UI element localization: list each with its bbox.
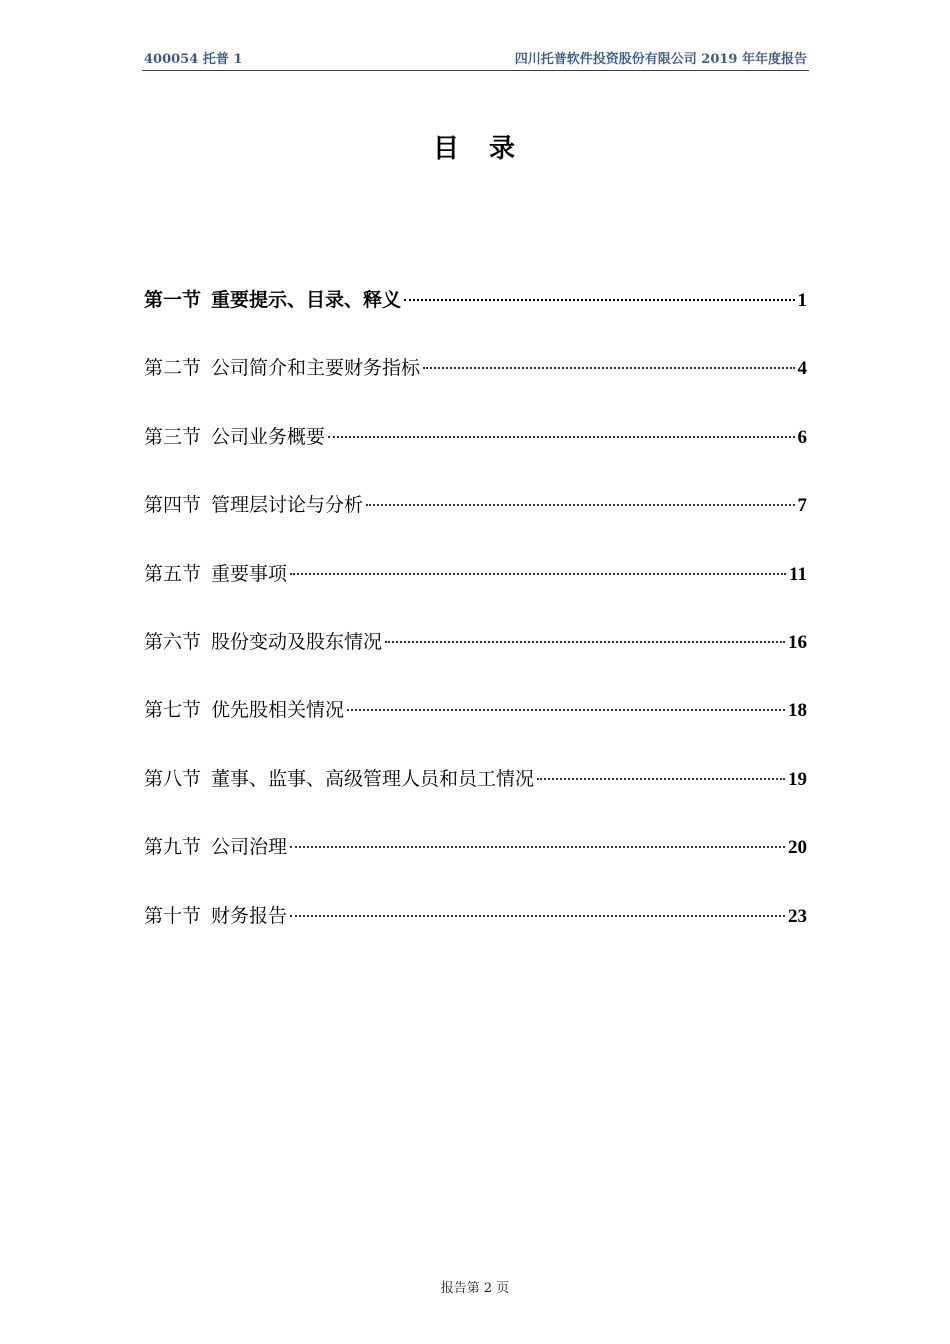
page-header	[142, 48, 809, 71]
toc-section-title: 董事、监事、高级管理人员和员工情况	[211, 767, 535, 790]
toc-page-number: 7	[797, 495, 807, 517]
toc-section-number: 第六节	[144, 630, 202, 653]
report-name-label: 四川托普软件投资股份有限公司 2019 年年度报告	[514, 52, 807, 67]
toc-page-number: 16	[788, 631, 807, 653]
toc-entry-1[interactable]	[144, 285, 807, 353]
toc-leader-dots	[366, 504, 794, 506]
toc-section-number: 第二节	[144, 357, 202, 380]
toc-entry-4[interactable]	[144, 490, 807, 558]
toc-leader-dots	[328, 436, 794, 438]
toc-entry-6[interactable]	[144, 627, 807, 695]
toc-entry-2[interactable]	[144, 353, 807, 421]
toc-section-title: 重要事项	[211, 562, 288, 585]
toc-page-number: 1	[797, 290, 807, 311]
toc-page-number: 20	[788, 837, 807, 859]
toc-leader-dots	[404, 299, 794, 301]
toc-section-number: 第一节	[144, 289, 202, 311]
toc-section-title: 管理层讨论与分析	[211, 494, 364, 517]
toc-section-number: 第四节	[144, 494, 202, 517]
toc-leader-dots	[347, 709, 785, 711]
toc-page-number: 4	[797, 358, 807, 380]
toc-leader-dots	[290, 915, 785, 917]
toc-section-number: 第七节	[144, 699, 202, 722]
toc-leader-dots	[423, 367, 794, 369]
toc-section-title: 公司业务概要	[211, 425, 326, 448]
toc-entry-5[interactable]	[144, 559, 807, 627]
toc-section-title: 财务报告	[211, 904, 288, 927]
toc-leader-dots	[385, 641, 785, 643]
page-footer: 报告第 2 页	[440, 1281, 510, 1296]
toc-page-number: 18	[788, 700, 807, 722]
toc-entry-9[interactable]	[144, 832, 807, 900]
toc-leader-dots	[290, 573, 786, 575]
toc-section-title: 重要提示、目录、释义	[211, 289, 402, 311]
page-title: 目 录	[432, 134, 517, 164]
toc-section-title: 公司简介和主要财务指标	[211, 357, 421, 380]
toc-section-number: 第五节	[144, 562, 202, 585]
toc-section-number: 第八节	[144, 767, 202, 790]
toc-section-title: 股份变动及股东情况	[211, 630, 383, 653]
toc-page-number: 23	[788, 905, 807, 927]
toc-section-title: 优先股相关情况	[211, 699, 345, 722]
toc-entry-8[interactable]	[144, 764, 807, 832]
toc-section-number: 第九节	[144, 836, 202, 859]
toc-section-number: 第三节	[144, 425, 202, 448]
toc-leader-dots	[290, 846, 785, 848]
toc-page-number: 11	[789, 563, 807, 585]
toc-page-number: 19	[788, 768, 807, 790]
stock-code-label: 400054 托普 1	[144, 52, 243, 67]
toc-section-title: 公司治理	[211, 836, 288, 859]
toc-entry-7[interactable]	[144, 695, 807, 763]
toc-section-number: 第十节	[144, 904, 202, 927]
toc-page-number: 6	[797, 426, 807, 448]
table-of-contents	[144, 285, 807, 969]
toc-entry-10[interactable]	[144, 901, 807, 969]
toc-entry-3[interactable]	[144, 422, 807, 490]
toc-leader-dots	[537, 778, 785, 780]
